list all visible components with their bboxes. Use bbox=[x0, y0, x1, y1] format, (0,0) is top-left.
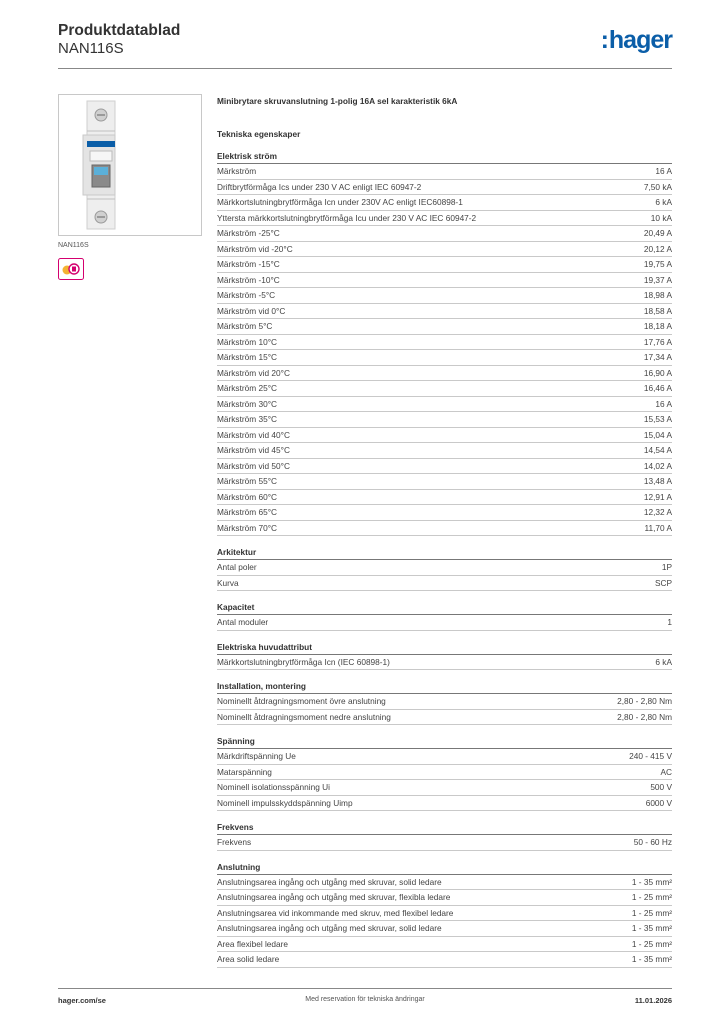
spec-row bbox=[217, 890, 672, 906]
spec-label: Märkström 55°C bbox=[217, 476, 278, 486]
spec-value: 11,70 A bbox=[644, 522, 672, 533]
spec-label: Märkström vid -20°C bbox=[217, 243, 293, 254]
spec-row bbox=[217, 655, 672, 671]
spec-content bbox=[217, 95, 672, 968]
spec-label: Area solid ledare bbox=[217, 954, 280, 964]
section-title: Spänning bbox=[217, 735, 672, 749]
spec-label: Märkström vid 45°C bbox=[217, 445, 290, 455]
spec-value: 13,48 A bbox=[643, 476, 672, 486]
spec-label: Matarspänning bbox=[217, 766, 272, 777]
header-divider bbox=[58, 68, 672, 69]
spec-label: Nominellt åtdragningsmoment övre anslutning bbox=[217, 696, 386, 706]
spec-row bbox=[217, 560, 672, 576]
spec-value: 1P bbox=[661, 562, 672, 572]
spec-value: 2,80 - 2,80 Nm bbox=[617, 711, 672, 722]
spec-row bbox=[217, 288, 672, 304]
spec-section bbox=[217, 735, 672, 811]
spec-row bbox=[217, 211, 672, 227]
spec-label: Märkström -10°C bbox=[217, 274, 280, 285]
spec-value: 50 - 60 Hz bbox=[633, 837, 672, 847]
spec-label: Anslutningsarea ingång och utgång med skruvar, solid ledare bbox=[217, 876, 442, 887]
spec-label: Yttersta märkkortslutningbrytförmåga Icu under 230 V AC IEC 60947-2 bbox=[217, 212, 477, 223]
spec-value: 16,90 A bbox=[643, 367, 672, 378]
section-title: Frekvens bbox=[217, 821, 672, 835]
spec-row bbox=[217, 366, 672, 382]
spec-row bbox=[217, 694, 672, 710]
spec-row bbox=[217, 257, 672, 273]
spec-label: Märkström vid 20°C bbox=[217, 367, 290, 378]
spec-label: Märkström 25°C bbox=[217, 383, 278, 393]
footer-divider bbox=[58, 988, 672, 989]
spec-row bbox=[217, 381, 672, 397]
spec-value: 18,58 A bbox=[643, 305, 672, 316]
section-title: Elektriska huvudattribut bbox=[217, 641, 672, 655]
section-title: Elektrisk ström bbox=[217, 150, 672, 164]
spec-value: 14,54 A bbox=[643, 445, 672, 455]
spec-value: 6 kA bbox=[655, 656, 672, 667]
tech-heading: Tekniska egenskaper bbox=[217, 129, 301, 139]
spec-value: 1 - 25 mm² bbox=[631, 907, 672, 918]
spec-row bbox=[217, 875, 672, 891]
spec-value: 1 - 35 mm² bbox=[631, 876, 672, 887]
spec-value: 16 A bbox=[655, 166, 672, 176]
spec-value: 500 V bbox=[650, 782, 672, 792]
spec-section bbox=[217, 861, 672, 968]
spec-row bbox=[217, 319, 672, 335]
spec-row bbox=[217, 796, 672, 812]
logo-text: hager bbox=[608, 26, 672, 54]
product-image bbox=[58, 94, 202, 236]
product-caption: NAN116S bbox=[58, 242, 89, 249]
spec-row bbox=[217, 350, 672, 366]
spec-row bbox=[217, 921, 672, 937]
spec-value: 15,04 A bbox=[643, 429, 672, 440]
product-panel bbox=[58, 94, 202, 285]
spec-value: 20,12 A bbox=[643, 243, 672, 254]
spec-row bbox=[217, 180, 672, 196]
spec-value: 6 kA bbox=[655, 197, 672, 207]
spec-row bbox=[217, 474, 672, 490]
spec-label: Frekvens bbox=[217, 837, 252, 847]
footer-disclaimer: Med reservation för tekniska ändringar bbox=[305, 996, 425, 1003]
spec-label: Märkström 5°C bbox=[217, 321, 273, 331]
spec-label: Nominell isolationsspänning Ui bbox=[217, 782, 330, 792]
spec-section bbox=[217, 150, 672, 536]
document-header bbox=[58, 22, 180, 58]
spec-value: 1 bbox=[667, 617, 672, 627]
certification-badge-icon bbox=[58, 258, 84, 280]
spec-value: 14,02 A bbox=[643, 460, 672, 471]
spec-section bbox=[217, 821, 672, 851]
spec-label: Anslutningsarea ingång och utgång med skruvar, solid ledare bbox=[217, 923, 442, 933]
spec-value: 18,98 A bbox=[643, 290, 672, 300]
spec-value: 10 kA bbox=[650, 212, 672, 223]
spec-value: 12,91 A bbox=[643, 491, 672, 502]
hager-logo: :hager bbox=[600, 26, 672, 54]
spec-row bbox=[217, 710, 672, 726]
spec-section bbox=[217, 546, 672, 591]
spec-label: Märkström 10°C bbox=[217, 336, 278, 347]
spec-section bbox=[217, 680, 672, 725]
spec-label: Antal poler bbox=[217, 562, 257, 572]
spec-row bbox=[217, 576, 672, 592]
spec-row bbox=[217, 521, 672, 537]
spec-label: Märkkortslutningbrytförmåga Icn under 230V AC enligt IEC60898-1 bbox=[217, 197, 463, 207]
spec-value: 12,32 A bbox=[643, 507, 672, 517]
spec-value: 15,53 A bbox=[643, 414, 672, 424]
spec-row bbox=[217, 273, 672, 289]
product-code: NAN116S bbox=[58, 40, 124, 57]
spec-value: 16 A bbox=[655, 398, 672, 409]
spec-row bbox=[217, 765, 672, 781]
section-title: Installation, montering bbox=[217, 680, 672, 694]
spec-label: Märkström 35°C bbox=[217, 414, 278, 424]
spec-label: Antal moduler bbox=[217, 617, 269, 627]
spec-label: Märkström vid 40°C bbox=[217, 429, 290, 440]
spec-label: Nominellt åtdragningsmoment nedre anslutning bbox=[217, 711, 391, 722]
spec-label: Märkström -15°C bbox=[217, 259, 280, 269]
spec-label: Area flexibel ledare bbox=[217, 938, 289, 949]
spec-value: 1 - 35 mm² bbox=[631, 954, 672, 964]
spec-label: Kurva bbox=[217, 577, 239, 588]
spec-value: 1 - 25 mm² bbox=[631, 892, 672, 902]
section-title: Kapacitet bbox=[217, 601, 672, 615]
spec-label: Märkström bbox=[217, 166, 257, 176]
spec-row bbox=[217, 428, 672, 444]
spec-value: 6000 V bbox=[645, 797, 672, 808]
spec-value: 20,49 A bbox=[643, 228, 672, 238]
footer-date: 11.01.2026 bbox=[634, 996, 672, 1005]
spec-label: Driftbrytförmåga Ics under 230 V AC enligt IEC 60947-2 bbox=[217, 181, 422, 192]
spec-label: Anslutningsarea ingång och utgång med skruvar, flexibla ledare bbox=[217, 892, 451, 902]
spec-label: Märkström vid 50°C bbox=[217, 460, 290, 471]
spec-value: 19,37 A bbox=[643, 274, 672, 285]
footer-website: hager.com/se bbox=[58, 996, 106, 1005]
spec-row bbox=[217, 195, 672, 211]
spec-value: 18,18 A bbox=[643, 321, 672, 331]
spec-row bbox=[217, 304, 672, 320]
spec-label: Märkdriftspänning Ue bbox=[217, 751, 296, 761]
spec-label: Märkström -25°C bbox=[217, 228, 280, 238]
spec-section bbox=[217, 641, 672, 671]
spec-label: Märkström vid 0°C bbox=[217, 305, 286, 316]
circuit-breaker-illustration bbox=[59, 95, 201, 235]
spec-value: 17,76 A bbox=[643, 336, 672, 347]
spec-row bbox=[217, 937, 672, 953]
page-footer bbox=[58, 996, 672, 1008]
spec-label: Anslutningsarea vid inkommande med skruv, med flexibel ledare bbox=[217, 907, 454, 918]
spec-label: Märkström 60°C bbox=[217, 491, 278, 502]
product-description: Minibrytare skruvanslutning 1-polig 16A sel karakteristik 6kA bbox=[217, 96, 458, 106]
spec-row bbox=[217, 459, 672, 475]
spec-row bbox=[217, 242, 672, 258]
spec-value: 17,34 A bbox=[643, 352, 672, 362]
spec-value: 19,75 A bbox=[643, 259, 672, 269]
spec-value: AC bbox=[660, 766, 672, 777]
spec-section bbox=[217, 601, 672, 631]
spec-label: Märkström 70°C bbox=[217, 522, 278, 533]
spec-row bbox=[217, 164, 672, 180]
spec-label: Märkström 15°C bbox=[217, 352, 278, 362]
spec-row bbox=[217, 780, 672, 796]
spec-row bbox=[217, 505, 672, 521]
spec-row bbox=[217, 952, 672, 968]
section-title: Arkitektur bbox=[217, 546, 672, 560]
spec-value: 7,50 kA bbox=[643, 181, 672, 192]
spec-row bbox=[217, 226, 672, 242]
section-title: Anslutning bbox=[217, 861, 672, 875]
spec-label: Märkström 65°C bbox=[217, 507, 278, 517]
document-title: Produktdatablad bbox=[58, 22, 181, 39]
spec-row bbox=[217, 397, 672, 413]
spec-label: Märkström 30°C bbox=[217, 398, 278, 409]
spec-value: 1 - 35 mm² bbox=[631, 923, 672, 933]
spec-value: 1 - 25 mm² bbox=[631, 938, 672, 949]
spec-label: Nominell impulsskyddspänning Uimp bbox=[217, 797, 353, 808]
spec-row bbox=[217, 835, 672, 851]
spec-row bbox=[217, 412, 672, 428]
spec-value: 240 - 415 V bbox=[629, 751, 672, 761]
spec-row bbox=[217, 490, 672, 506]
spec-row bbox=[217, 335, 672, 351]
spec-row bbox=[217, 615, 672, 631]
spec-value: 2,80 - 2,80 Nm bbox=[617, 696, 672, 706]
spec-sections bbox=[217, 150, 672, 968]
spec-row bbox=[217, 749, 672, 765]
spec-label: Märkkortslutningbrytförmåga Icn (IEC 60898-1) bbox=[217, 656, 390, 667]
spec-row bbox=[217, 906, 672, 922]
spec-row bbox=[217, 443, 672, 459]
spec-value: 16,46 A bbox=[643, 383, 672, 393]
spec-label: Märkström -5°C bbox=[217, 290, 276, 300]
spec-value: SCP bbox=[654, 577, 672, 588]
